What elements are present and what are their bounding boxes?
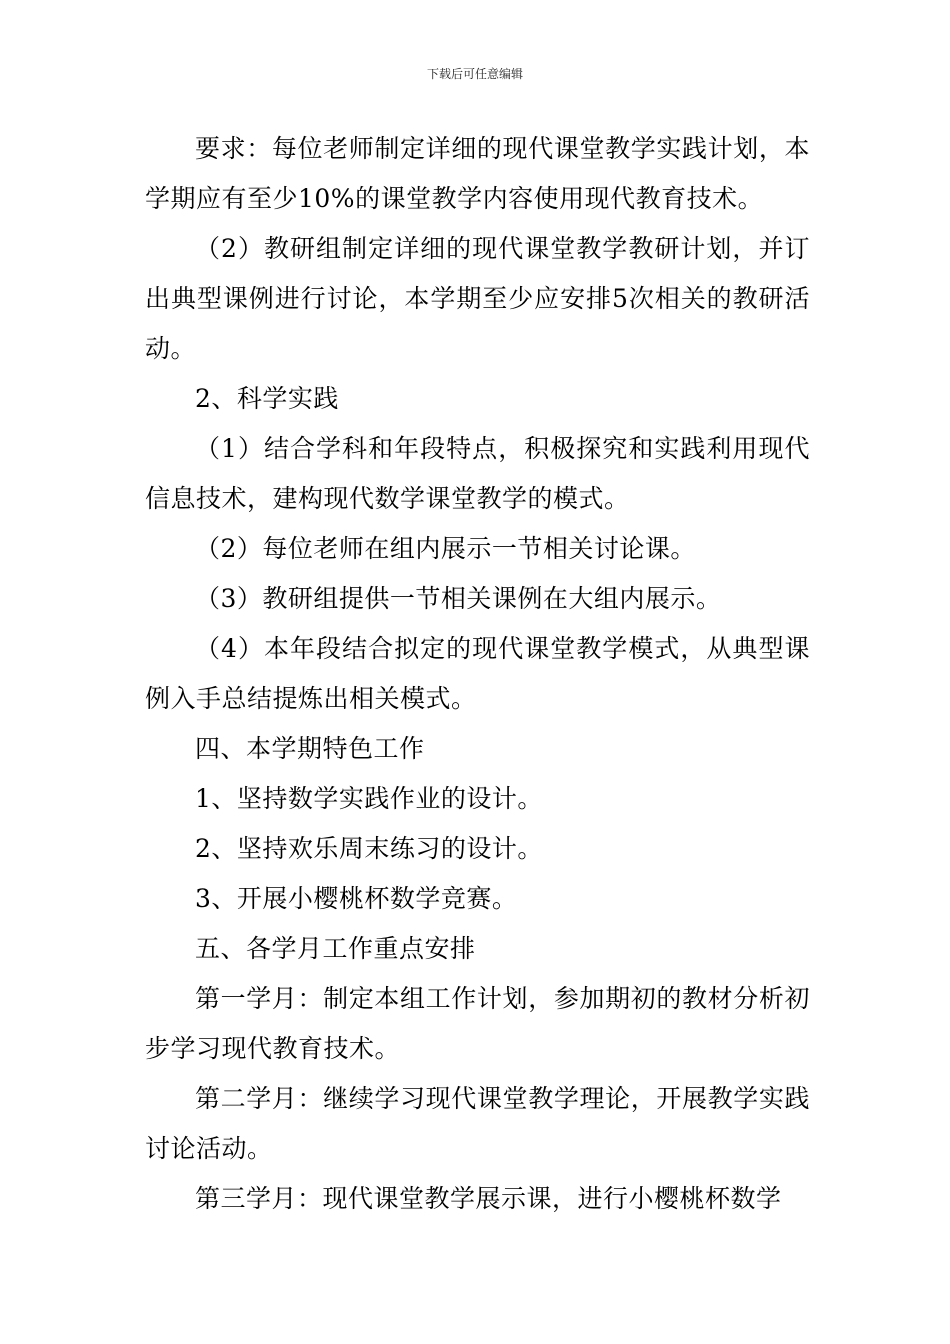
list-item-special-3: 3、开展小樱桃杯数学竞赛。: [195, 884, 518, 913]
paragraph-practice-3: （3）教研组提供一节相关课例在大组内展示。: [195, 584, 722, 613]
paragraph-practice-1: （1）结合学科和年段特点，积极探究和实践利用现代信息技术，建构现代数学课堂教学的模式。: [145, 434, 810, 513]
document-body: [145, 124, 810, 1224]
list-item-special-2: 2、坚持欢乐周末练习的设计。: [195, 834, 543, 863]
paragraph-requirement: 要求：每位老师制定详细的现代课堂教学实践计划，本学期应有至少10%的课堂教学内容使用现代教育技术。: [145, 134, 810, 213]
heading-scientific-practice: 2、科学实践: [195, 384, 339, 413]
paragraph-practice-4: （4）本年段结合拟定的现代课堂教学模式，从典型课例入手总结提炼出相关模式。: [145, 634, 810, 713]
paragraph-research-plan: （2）教研组制定详细的现代课堂教学教研计划，并订出典型课例进行讨论，本学期至少应安排5次相关的教研活动。: [145, 234, 810, 363]
paragraph-practice-2: （2）每位老师在组内展示一节相关讨论课。: [195, 534, 696, 563]
paragraph-month-1: 第一学月：制定本组工作计划，参加期初的教材分析初步学习现代教育技术。: [145, 984, 810, 1063]
paragraph-month-3: 第三学月：现代课堂教学展示课，进行小樱桃杯数学: [195, 1184, 782, 1213]
heading-monthly-schedule: 五、各学月工作重点安排: [195, 934, 476, 963]
heading-special-work: 四、本学期特色工作: [195, 734, 425, 763]
paragraph-month-2: 第二学月：继续学习现代课堂教学理论，开展教学实践讨论活动。: [145, 1084, 810, 1163]
page-header: 下载后可任意编辑: [426, 67, 523, 81]
list-item-special-1: 1、坚持数学实践作业的设计。: [195, 784, 543, 813]
